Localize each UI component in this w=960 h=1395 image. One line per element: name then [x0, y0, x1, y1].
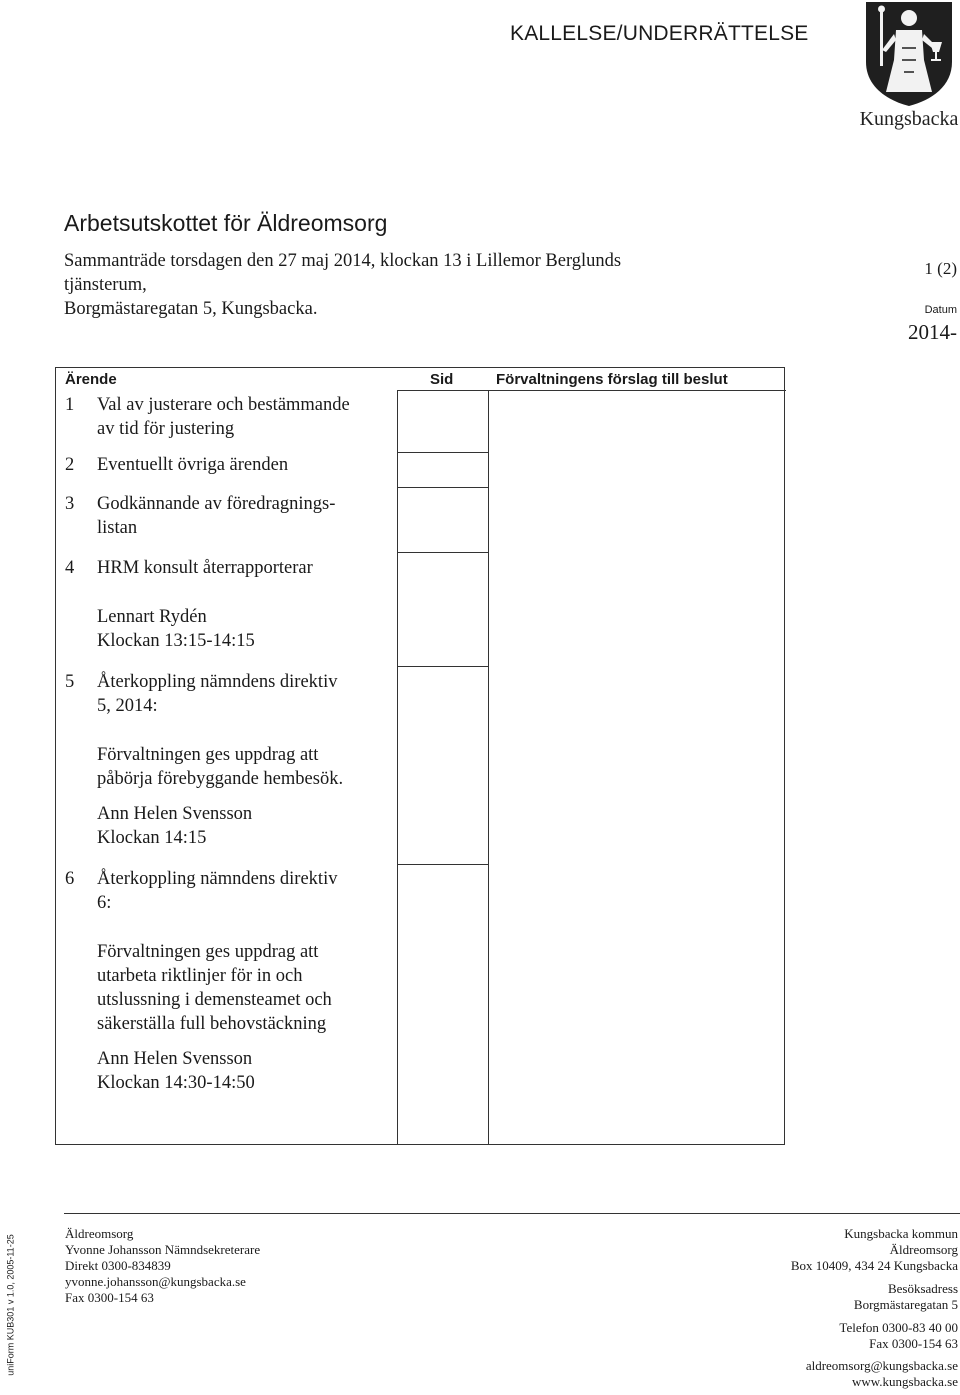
kungsbacka-logo — [858, 0, 960, 136]
item-text: av tid för justering — [97, 419, 235, 439]
row-divider — [397, 487, 488, 488]
item-text: HRM konsult återrapporterar — [97, 558, 313, 578]
item-text: Återkoppling nämndens direktiv — [97, 869, 338, 889]
item-number: 5 — [65, 672, 75, 692]
item-text: Klockan 14:30-14:50 — [97, 1073, 255, 1093]
row-divider — [397, 666, 488, 667]
column-divider — [488, 390, 489, 1144]
form-identifier: uniForm KUB301 v 1.0, 2005-11-25 — [5, 1234, 16, 1376]
item-text: listan — [97, 518, 138, 538]
page-number: 1 (2) — [924, 259, 957, 278]
footer-right-line: Box 10409, 434 24 Kungsbacka — [790, 1258, 958, 1273]
item-text: Förvaltningen ges uppdrag att — [97, 745, 319, 765]
footer-right-line: Fax 0300-154 63 — [869, 1336, 958, 1351]
committee-title: Arbetsutskottet för Äldreomsorg — [64, 210, 388, 236]
kungsbacka-coat-of-arms-icon — [858, 0, 960, 108]
item-text: Återkoppling nämndens direktiv — [97, 672, 338, 692]
item-text: Lennart Rydén — [97, 607, 207, 627]
meeting-line: Borgmästaregatan 5, Kungsbacka. — [64, 299, 318, 319]
item-text: Val av justerare och bestämmande — [97, 395, 350, 415]
item-text: Förvaltningen ges uppdrag att — [97, 942, 319, 962]
row-divider — [397, 864, 488, 865]
footer-right-line: Telefon 0300-83 40 00 — [839, 1320, 958, 1335]
item-number: 4 — [65, 558, 75, 578]
row-divider — [397, 552, 488, 553]
footer-right-line: aldreomsorg@kungsbacka.se — [805, 1358, 958, 1373]
footer-left-line: Äldreomsorg — [65, 1226, 134, 1241]
footer-left-line: Fax 0300-154 63 — [65, 1290, 154, 1305]
column-header-proposal: Förvaltningens förslag till beslut — [496, 371, 728, 388]
date-label: Datum — [924, 304, 957, 316]
footer-left-line: yvonne.johansson@kungsbacka.se — [65, 1274, 246, 1289]
column-header-item: Ärende — [65, 371, 117, 388]
date-value: 2014- — [908, 320, 957, 344]
item-number: 1 — [65, 395, 75, 415]
item-number: 6 — [65, 869, 75, 889]
meeting-line: tjänsterum, — [64, 275, 147, 295]
item-text: 5, 2014: — [97, 696, 158, 716]
item-text: Klockan 13:15-14:15 — [97, 631, 255, 651]
row-divider — [397, 452, 488, 453]
footer-divider — [64, 1213, 960, 1214]
item-text: säkerställa full behovstäckning — [97, 1014, 327, 1034]
item-text: Eventuellt övriga ärenden — [97, 455, 289, 475]
document-type: KALLELSE/UNDERRÄTTELSE — [510, 22, 809, 45]
column-header-page: Sid — [430, 371, 454, 388]
header-rule — [397, 390, 786, 391]
item-text: Godkännande av föredragnings- — [97, 494, 336, 514]
footer-right-line: www.kungsbacka.se — [851, 1374, 958, 1389]
item-text: påbörja förebyggande hembesök. — [97, 769, 344, 789]
agenda-table — [55, 367, 785, 1145]
item-text: utslussning i demensteamet och — [97, 990, 332, 1010]
item-text: utarbeta riktlinjer för in och — [97, 966, 303, 986]
footer-right-line: Kungsbacka kommun — [844, 1226, 958, 1241]
meeting-line: Sammanträde torsdagen den 27 maj 2014, klockan 13 i Lillemor Berglunds — [64, 251, 622, 271]
footer-left-line: Direkt 0300-834839 — [65, 1258, 171, 1273]
item-text: Ann Helen Svensson — [97, 1049, 253, 1069]
item-text: Klockan 14:15 — [97, 828, 207, 848]
item-text: Ann Helen Svensson — [97, 804, 253, 824]
footer-right-line: Äldreomsorg — [889, 1242, 958, 1257]
logo-wordmark: Kungsbacka — [859, 108, 959, 130]
footer-right-line: Borgmästaregatan 5 — [853, 1297, 958, 1312]
footer-right-line: Besöksadress — [887, 1281, 958, 1296]
item-text: 6: — [97, 893, 112, 913]
footer-left-line: Yvonne Johansson Nämndsekreterare — [65, 1242, 261, 1257]
item-number: 3 — [65, 494, 75, 514]
item-number: 2 — [65, 455, 75, 475]
column-divider — [397, 390, 398, 1144]
